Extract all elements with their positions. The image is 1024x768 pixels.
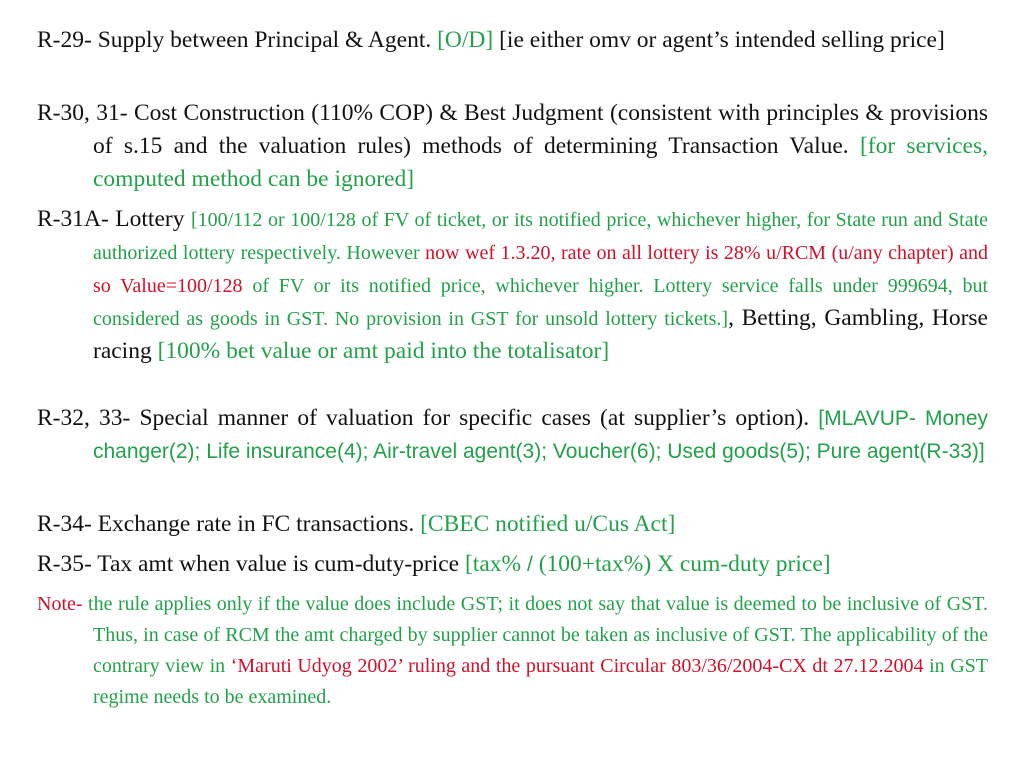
note-red-reference: ‘Maruti Udyog 2002’ ruling and the pursuant Circular 803/36/2004-CX dt 27.12.2004 [230,655,924,677]
rule-34-note: [CBEC notified u/Cus Act] [420,511,676,537]
rule-31a-red: now wef 1.3.20, rate on all lottery is 28% u/RCM (u/any chapter) and so Value=100/128 [93,242,988,297]
rule-31a-green-3: [100% bet value or amt paid into the totalisator] [157,338,610,364]
rule-29-lead: R-29- Supply between Principal & Agent. [37,27,438,53]
note-paragraph [37,589,988,713]
rule-35-note-c: (100+tax%) X cum-duty price] [532,551,831,577]
note-text-2: in GST regime needs to be examined. [93,655,988,708]
rule-31a [37,203,988,368]
rule-30-31 [37,97,988,196]
rule-35-note-a: [tax% [464,551,527,577]
rule-34 [37,508,988,541]
rule-35-note-slash: / [526,553,533,576]
note-label: Note- [37,593,83,615]
rule-31a-lead: R-31A- Lottery [37,206,191,232]
rule-29-code: [O/D] [437,27,494,53]
rule-32-lead: R-32, 33- Special manner of valuation for specific cases (at supplier’s option). [37,405,819,431]
rule-31a-green-2: of FV or its notified price, whichever higher. Lottery service falls under 999694, but considered as goods in GST. No provision in GST for unsold lottery tickets.] [93,275,989,330]
rule-35 [37,548,988,581]
rule-32-33 [37,402,988,468]
rule-31a-green-1: [100/112 or 100/128 of FV of ticket, or its notified price, whichever higher, for State run and State authorized lottery respectively. However [93,209,989,264]
rule-35-lead: R-35- Tax amt when value is cum-duty-price [37,551,465,577]
rule-29-rest: [ie either omv or agent’s intended selling price] [493,27,945,53]
rule-32-note: [MLAVUP- Money changer(2); Life insurance(4); Air-travel agent(3); Voucher(6); Used goods(5); Pure agent(R-33)] [93,407,988,463]
rule-31a-mid: , Betting, Gambling, Horse racing [93,305,988,364]
rule-34-lead: R-34- Exchange rate in FC transactions. [37,511,421,537]
rule-29 [37,24,988,57]
note-text-1: the rule applies only if the value does include GST; it does not say that value is deemed to be inclusive of GST. Thus, in case of RCM the amt charged by supplier cannot be taken as inclusive of GST. The applicability of the contrary view in [82,593,988,677]
rule-30-note: [for services, computed method can be ignored] [93,133,988,192]
rule-30-lead: R-30, 31- Cost Construction (110% COP) & Best Judgment (consistent with principles & provisions of s.15 and the valuation rules) methods of determining Transaction Value. [37,100,988,159]
